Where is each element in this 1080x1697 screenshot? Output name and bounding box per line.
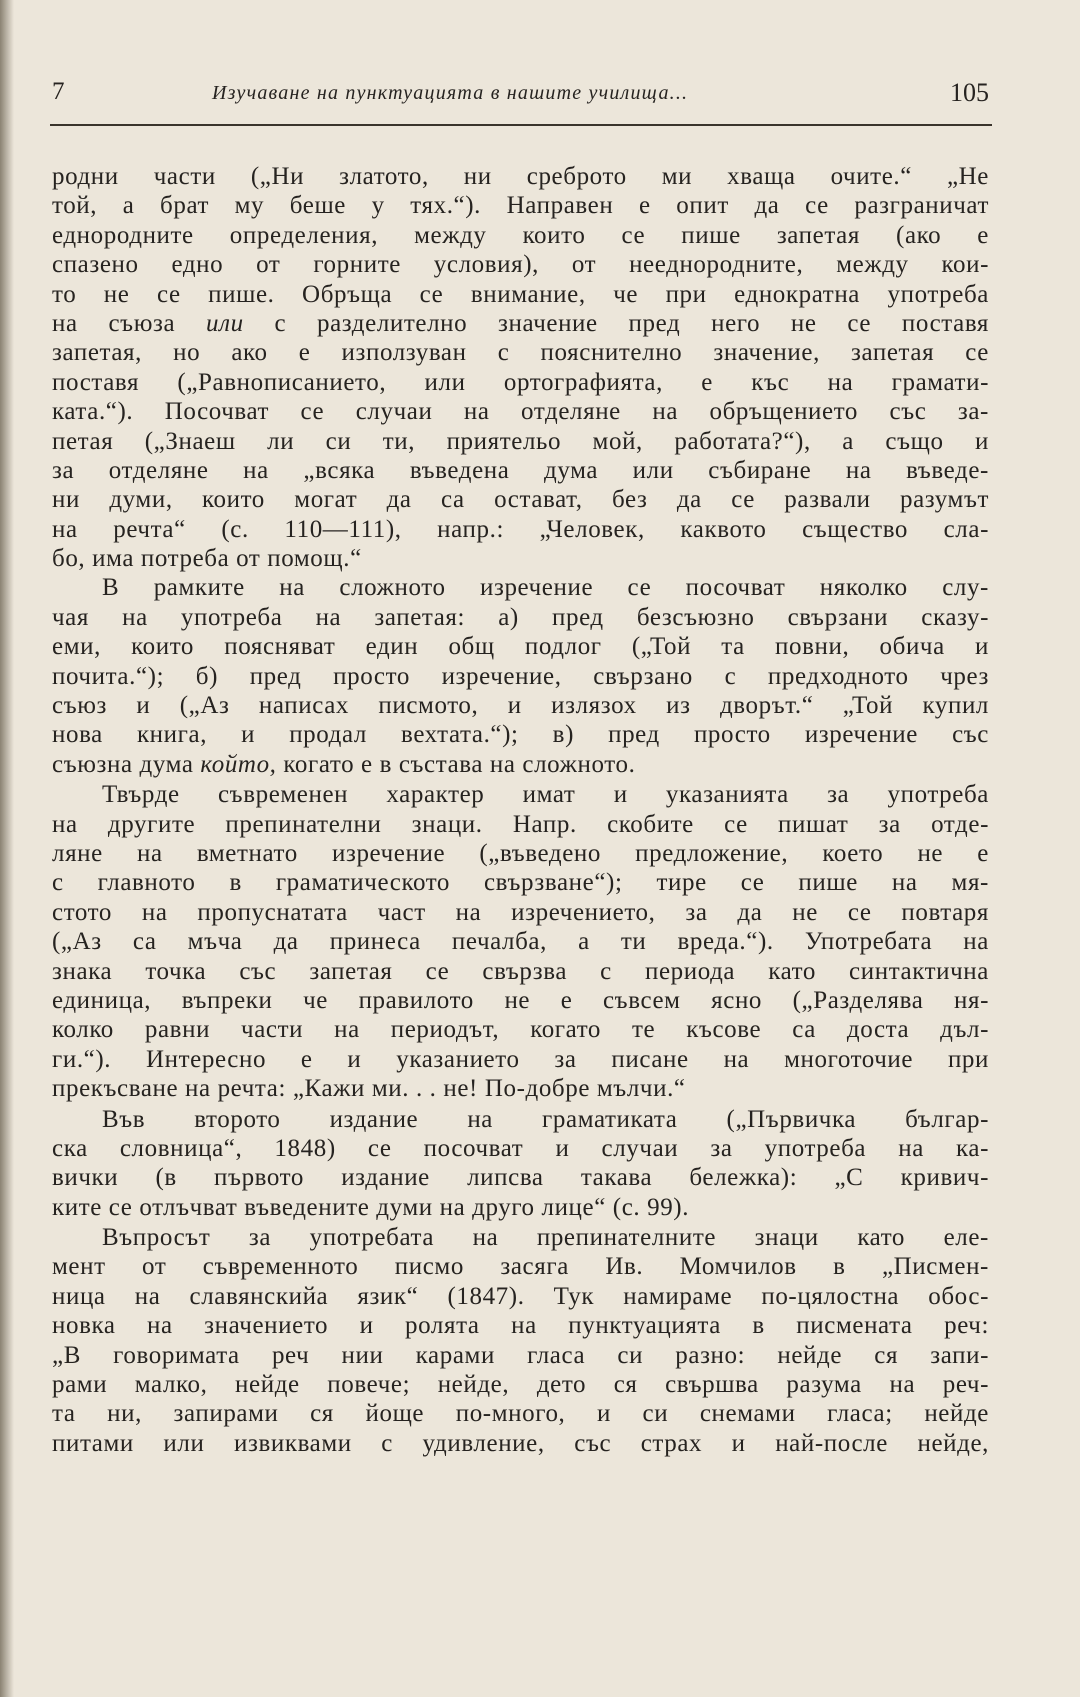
- page-header: [52, 78, 989, 118]
- text-line: та ни, запирами ся йоще по-много, и си снемами гласа; нейде: [52, 1400, 989, 1428]
- text-line: запетая, но ако е използуван с пояснително значение, запетая се: [52, 339, 989, 367]
- text-line: вички (в първото издание липсва такава бележка): „С кривич-: [52, 1164, 989, 1192]
- paragraph: [52, 1105, 989, 1223]
- page-number: 105: [950, 78, 989, 107]
- text-line: петая („Знаеш ли си ти, приятельо мой, работата?“), а също и: [52, 427, 989, 455]
- text-line: ката.“). Посочват се случаи на отделяне на обръщението със за-: [52, 398, 989, 426]
- text-line: съюзна дума който, когато е в състава на сложното.: [52, 750, 636, 778]
- text-line: на съюза или с разделително значение пред него не се поставя: [52, 309, 989, 337]
- text-line: еднородните определения, между които се пише запетая (ако е: [52, 221, 989, 249]
- text-line: почита.“); б) пред просто изречение, свързано с предходното чрез: [52, 662, 989, 690]
- text-line: мент от съвременното писмо засяга Ив. Момчилов в „Писмен-: [52, 1253, 989, 1281]
- paragraph: [52, 1223, 989, 1458]
- text-line: В рамките на сложното изречение се посочват няколко слу-: [102, 574, 989, 602]
- text-line: ляне на вметнато изречение („въведено предложение, което не е: [52, 839, 989, 867]
- chapter-number: 7: [52, 78, 65, 105]
- paragraph: [52, 780, 989, 1103]
- italic-term: или: [205, 309, 244, 337]
- text-line: ни думи, които могат да са остават, без да се развали разумът: [52, 486, 989, 514]
- text-line: ска словница“, 1848) се посочват и случаи за употреба на ка-: [52, 1134, 989, 1162]
- text-line: Въпросът за употребата на препинателните знаци като еле-: [102, 1224, 989, 1252]
- text-line: стото на пропуснатата част на изречението, за да не се повтаря: [52, 898, 989, 926]
- body-text: [52, 162, 989, 1458]
- text-line: на речта“ (с. 110—111), напр.: „Человек, каквото същество сла-: [52, 515, 989, 543]
- text-line: еми, които поясняват един общ подлог („Той та повни, обича и: [52, 633, 989, 661]
- text-line: ките се отлъчват въведените думи на друго лице“ (с. 99).: [52, 1193, 690, 1221]
- paragraph: [52, 573, 989, 779]
- running-title: Изучаване на пунктуацията в нашите училища...: [212, 82, 689, 104]
- text-line: знака точка със запетая се свързва с периода като синтактична: [52, 957, 989, 985]
- text-line: той, а брат му беше у тях.“). Направен е опит да се разграничат: [52, 192, 989, 220]
- text-line: то не се пише. Обръща се внимание, че при еднократна употреба: [52, 280, 989, 308]
- text-line: „В говоримата реч нии карами гласа си разно: нейде ся запи-: [52, 1341, 989, 1369]
- paragraph: [52, 162, 989, 573]
- text-line: колко равни части на периодът, когато те късове са доста дъл-: [52, 1016, 989, 1044]
- text-line: чая на употреба на запетая: а) пред безсъюзно свързани сказу-: [52, 603, 989, 631]
- text-line: ница на славянскийа язик“ (1847). Тук намираме по-цялостна обос-: [52, 1282, 989, 1310]
- text-line: новка на значението и ролята на пунктуацията в писмената реч:: [52, 1312, 989, 1340]
- text-line: нова книга, и продал вехтата.“); в) пред просто изречение със: [52, 721, 989, 749]
- text-line: („Аз са мъча да принеса печалба, а ти вреда.“). Употребата на: [52, 928, 989, 956]
- text-line: за отделяне на „всяка въведена дума или събиране на въведе-: [52, 456, 989, 484]
- text-line: съюз и („Аз написах писмото, и излязох из дворът.“ „Той купил: [52, 692, 989, 720]
- text-line: рами малко, нейде повече; нейде, дето ся свършва разума на реч-: [52, 1371, 989, 1399]
- header-rule: [50, 124, 992, 126]
- text-line: питами или извиквами с удивление, със страх и най-после нейде,: [52, 1429, 989, 1457]
- text-line: спазено едно от горните условия), от нееднородните, между кои-: [52, 251, 989, 279]
- text-line: на другите препинателни знаци. Напр. скобите се пишат за отде-: [52, 810, 989, 838]
- text-line: Във второто издание на граматиката („Първичка българ-: [102, 1105, 989, 1133]
- text-line: поставя („Равнописанието, или ортографията, е къс на грамати-: [52, 368, 989, 396]
- text-line: прекъсване на речта: „Кажи ми. . . не! По-добре мълчи.“: [52, 1075, 686, 1103]
- text-line: единица, въпреки че правилото не е съвсем ясно („Разделява ня-: [52, 986, 989, 1014]
- book-binding-shadow: [0, 0, 14, 1697]
- text-line: родни части („Ни златото, ни среброто ми хваща очите.“ „Не: [52, 163, 989, 190]
- text-line: ги.“). Интересно е и указанието за писане на многоточие при: [52, 1045, 989, 1073]
- text-line: бо, има потреба от помощ.“: [52, 545, 362, 573]
- text-line: Твърде съвременен характер имат и указанията за употреба: [102, 781, 989, 809]
- text-line: с главното в граматическото свързване“); тире се пише на мя-: [52, 869, 989, 897]
- italic-term: който,: [200, 750, 277, 778]
